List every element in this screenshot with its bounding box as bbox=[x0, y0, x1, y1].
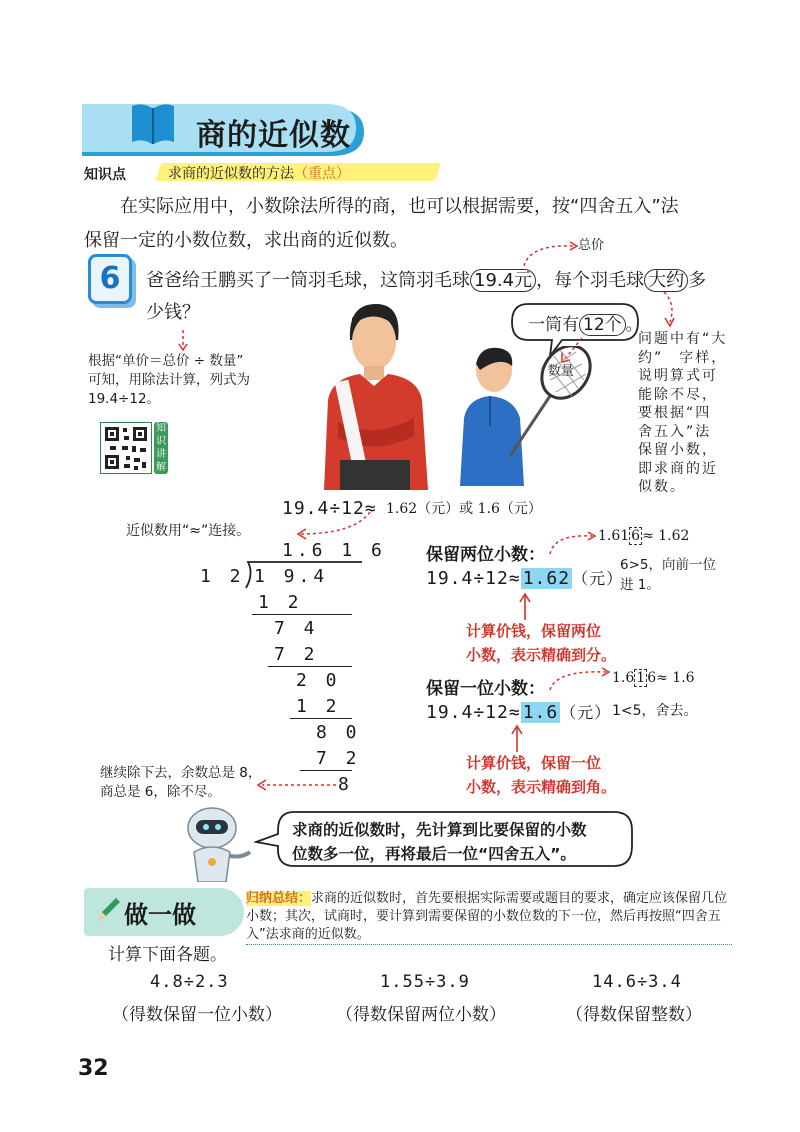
robot-tip-line-1: 求商的近似数时，先计算到比要保留的小数 bbox=[292, 821, 587, 839]
exercise-3-expr: 14.6÷3.4 bbox=[592, 972, 682, 992]
arrow-two-places-icon bbox=[548, 528, 598, 558]
approx-note: 近似数用“≈”连接。 bbox=[126, 523, 251, 539]
one-place-red-2: 小数，表示精确到角。 bbox=[466, 778, 617, 796]
division-step: 1 2 bbox=[258, 592, 303, 613]
one-place-red-1: 计算价钱，保留一位 bbox=[466, 754, 602, 772]
division-dividend: 1 9.4 bbox=[254, 566, 329, 587]
knowledge-text: 求商的近似数的方法（重点） bbox=[168, 166, 350, 182]
exercise-2-expr: 1.55÷3.9 bbox=[380, 972, 470, 992]
right-note: 问题中有“大 约” 字样， 说明算式可 能除不尽， 要根据“四 舍五入”法 保留小数， 即求商的近 似数。 bbox=[638, 331, 728, 495]
arrow-right-note-icon bbox=[654, 290, 684, 330]
division-step: 7 4 bbox=[274, 618, 319, 639]
qr-code-icon[interactable] bbox=[100, 422, 152, 474]
two-places-red-2: 小数，表示精确到分。 bbox=[466, 646, 617, 664]
speech-bubble-text: 一筒有 12个 。 bbox=[528, 315, 643, 335]
arrow-one-place-icon bbox=[548, 664, 612, 694]
two-places-note-2: 进 1。 bbox=[620, 577, 660, 593]
left-note-line-3: 19.4÷12。 bbox=[88, 391, 161, 407]
division-divisor: 1 2 bbox=[200, 566, 245, 587]
two-places-rounding: 1.61 6 ≈ 1.62 bbox=[598, 528, 690, 544]
two-places-value: 1.62 bbox=[522, 568, 571, 589]
robot-tip-line-2: 位数多一位，再将最后一位“四舍五入”。 bbox=[292, 845, 576, 863]
example-number-badge: 6 bbox=[88, 254, 132, 304]
page-number: 32 bbox=[78, 1056, 109, 1081]
one-place-label: 保留一位小数： bbox=[426, 679, 545, 699]
arrow-up-icon bbox=[510, 724, 524, 752]
arrow-approx-icon bbox=[294, 510, 374, 540]
division-step: 8 0 bbox=[316, 722, 361, 743]
intro-line-2: 保留一定的小数位数，求出商的近似数。 bbox=[84, 230, 408, 251]
tag-quantity: 数量 bbox=[548, 364, 575, 379]
intro-line-1: 在实际应用中，小数除法所得的商，也可以根据需要，按“四舍五入”法 bbox=[120, 196, 679, 217]
one-place-note: 1<5，舍去。 bbox=[612, 703, 698, 719]
qr-label: 知 识 讲 解 bbox=[156, 423, 166, 473]
one-place-rounding: 1.6 1 6≈ 1.6 bbox=[612, 670, 695, 686]
exercise-1-requirement: （得数保留一位小数） bbox=[112, 1005, 282, 1025]
exercise-1-expr: 4.8÷2.3 bbox=[150, 972, 229, 992]
tag-total-price: 总价 bbox=[578, 238, 605, 253]
arrow-up-icon bbox=[518, 592, 532, 620]
arrow-remainder-icon bbox=[254, 778, 338, 792]
division-step: 7 2 bbox=[316, 748, 361, 769]
two-places-equation: 19.4÷12≈ 1.62 （元） bbox=[426, 568, 624, 589]
pencil-icon bbox=[94, 896, 122, 926]
exercise-3-requirement: （得数保留整数） bbox=[566, 1005, 702, 1025]
knowledge-label: 知识点 bbox=[84, 167, 126, 183]
one-place-equation: 19.4÷12≈ 1.6 （元） bbox=[426, 702, 612, 723]
left-note-line-2: 可知，用除法计算，列式为 bbox=[88, 372, 250, 388]
two-places-note-1: 6>5，向前一位 bbox=[620, 557, 716, 573]
division-step: 7 2 bbox=[274, 644, 319, 665]
robot-icon bbox=[176, 806, 256, 882]
remainder-note-line-1: 继续除下去，余数总是 8， bbox=[100, 765, 262, 781]
equation-expression: 19.4÷12≈ bbox=[282, 498, 377, 519]
arrow-note-icon bbox=[176, 330, 190, 352]
practice-title: 做一做 bbox=[124, 901, 196, 929]
book-icon bbox=[128, 98, 178, 148]
summary-box: 归纳总结：求商的近似数时，首先要根据实际需要或题目的要求，确定应该保留几位小数；其次，试商时，要计算到需要保留的小数位数的下一位，然后再按照“四舍五入”法求商的近似数。 bbox=[246, 891, 728, 942]
remainder-note-line-2: 商总是 6，除不尽。 bbox=[100, 784, 221, 800]
page-title: 商的近似数 bbox=[196, 118, 351, 153]
exercise-2-requirement: （得数保留两位小数） bbox=[336, 1005, 506, 1025]
father-illustration bbox=[310, 300, 440, 490]
division-remainder: 8 bbox=[338, 774, 353, 795]
left-note-line-1: 根据“单价＝总价 ÷ 数量” bbox=[88, 353, 244, 369]
boy-illustration bbox=[450, 346, 600, 486]
division-step: 1 2 bbox=[296, 696, 341, 717]
practice-instruction: 计算下面各题。 bbox=[108, 945, 227, 965]
one-place-value: 1.6 bbox=[522, 702, 559, 723]
two-places-red-1: 计算价钱，保留两位 bbox=[466, 622, 602, 640]
example-question-line-1: 爸爸给王鹏买了一筒羽毛球，这筒羽毛球 19.4元 ，每个羽毛球 大约 多 bbox=[146, 270, 707, 291]
equation-result: 1.62（元）或 1.6（元） bbox=[386, 501, 542, 517]
division-step: 2 0 bbox=[296, 670, 341, 691]
two-places-label: 保留两位小数： bbox=[426, 545, 545, 565]
example-question-line-2: 少钱？ bbox=[146, 302, 200, 323]
division-quotient: 1.6 1 6 bbox=[282, 540, 386, 561]
